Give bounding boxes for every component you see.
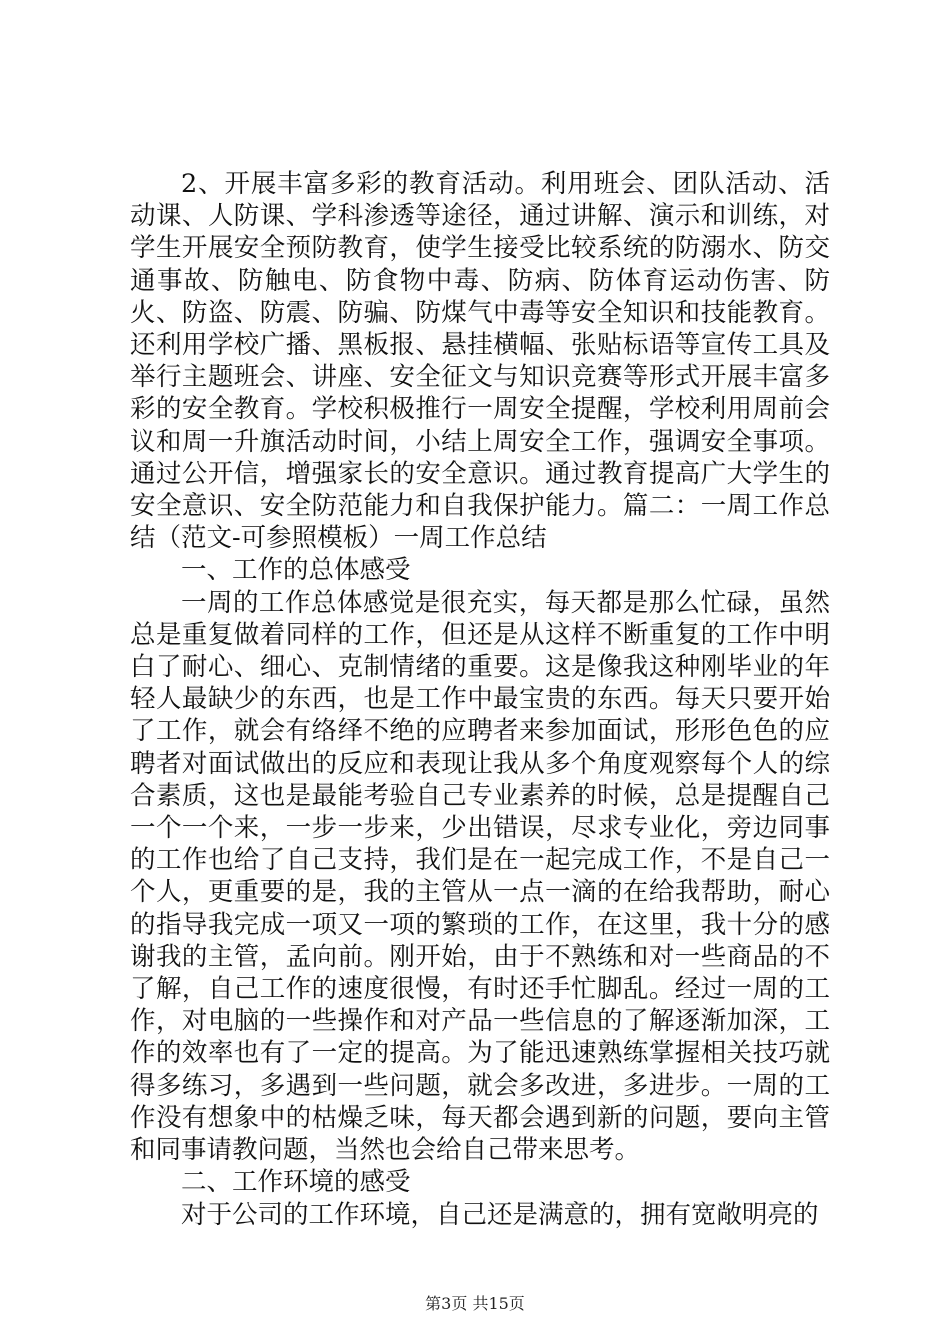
document-body — [130, 168, 830, 1231]
section-heading-overall-feeling: 一、工作的总体感受 — [181, 555, 411, 586]
paragraph-overall-feeling: 一周的工作总体感觉是很充实，每天都是那么忙碌，虽然总是重复做着同样的工作，但还是从这样不断重复的工作中明白了耐心、细心、克制情绪的重要。这是像我这种刚毕业的年轻人最缺少的东西，也是工作中最宝贵的东西。每天只要开始了工作，就会有络绎不绝的应聘者来参加面试，形形色色的应聘者对面试做出的反应和表现让我从多个角度观察每个人的综合素质，这也是最能考验自己专业素养的时候，总是提醒自己一个一个来，一步一步来，少出错误，尽求专业化，旁边同事的工作也给了自己支持，我们是在一起完成工作，不是自己一个人，更重要的是，我的主管从一点一滴的在给我帮助，耐心的指导我完成一项又一项的繁琐的工作，在这里，我十分的感谢我的主管，孟向前。刚开始，由于不熟练和对一些商品的不了解，自己工作的速度很慢，有时还手忙脚乱。经过一周的工作，对电脑的一些操作和对产品一些信息的了解逐渐加深，工作的效率也有了一定的提高。为了能迅速熟练掌握相关技巧就得多练习，多遇到一些问题，就会多改进，多进步。一周的工作没有想象中的枯燥乏味，每天都会遇到新的问题，要向主管和同事请教问题，当然也会给自己带来思考。 — [130, 587, 830, 1166]
paragraph-safety-education: 2、开展丰富多彩的教育活动。利用班会、团队活动、活动课、人防课、学科渗透等途径，通过讲解、演示和训练，对学生开展安全预防教育，使学生接受比较系统的防溺水、防交通事故、防触电、防食物中毒、防病、防体育运动伤害、防火、防盗、防震、防骗、防煤气中毒等安全知识和技能教育。还利用学校广播、黑板报、悬挂横幅、张贴标语等宣传工具及举行主题班会、讲座、安全征文与知识竞赛等形式开展丰富多彩的安全教育。学校积极推行一周安全提醒，学校利用周前会议和周一升旗活动时间，小结上周安全工作，强调安全事项。通过公开信，增强家长的安全意识。通过教育提高广大学生的安全意识、安全防范能力和自我保护能力。篇二：一周工作总结（范文-可参照模板）一周工作总结 — [130, 169, 830, 554]
section-heading-work-environment: 二、工作环境的感受 — [181, 1167, 411, 1198]
paragraph-work-environment: 对于公司的工作环境，自己还是满意的，拥有宽敞明亮的 — [181, 1199, 819, 1230]
page-number-footer: 第3页 共15页 — [425, 1294, 525, 1313]
